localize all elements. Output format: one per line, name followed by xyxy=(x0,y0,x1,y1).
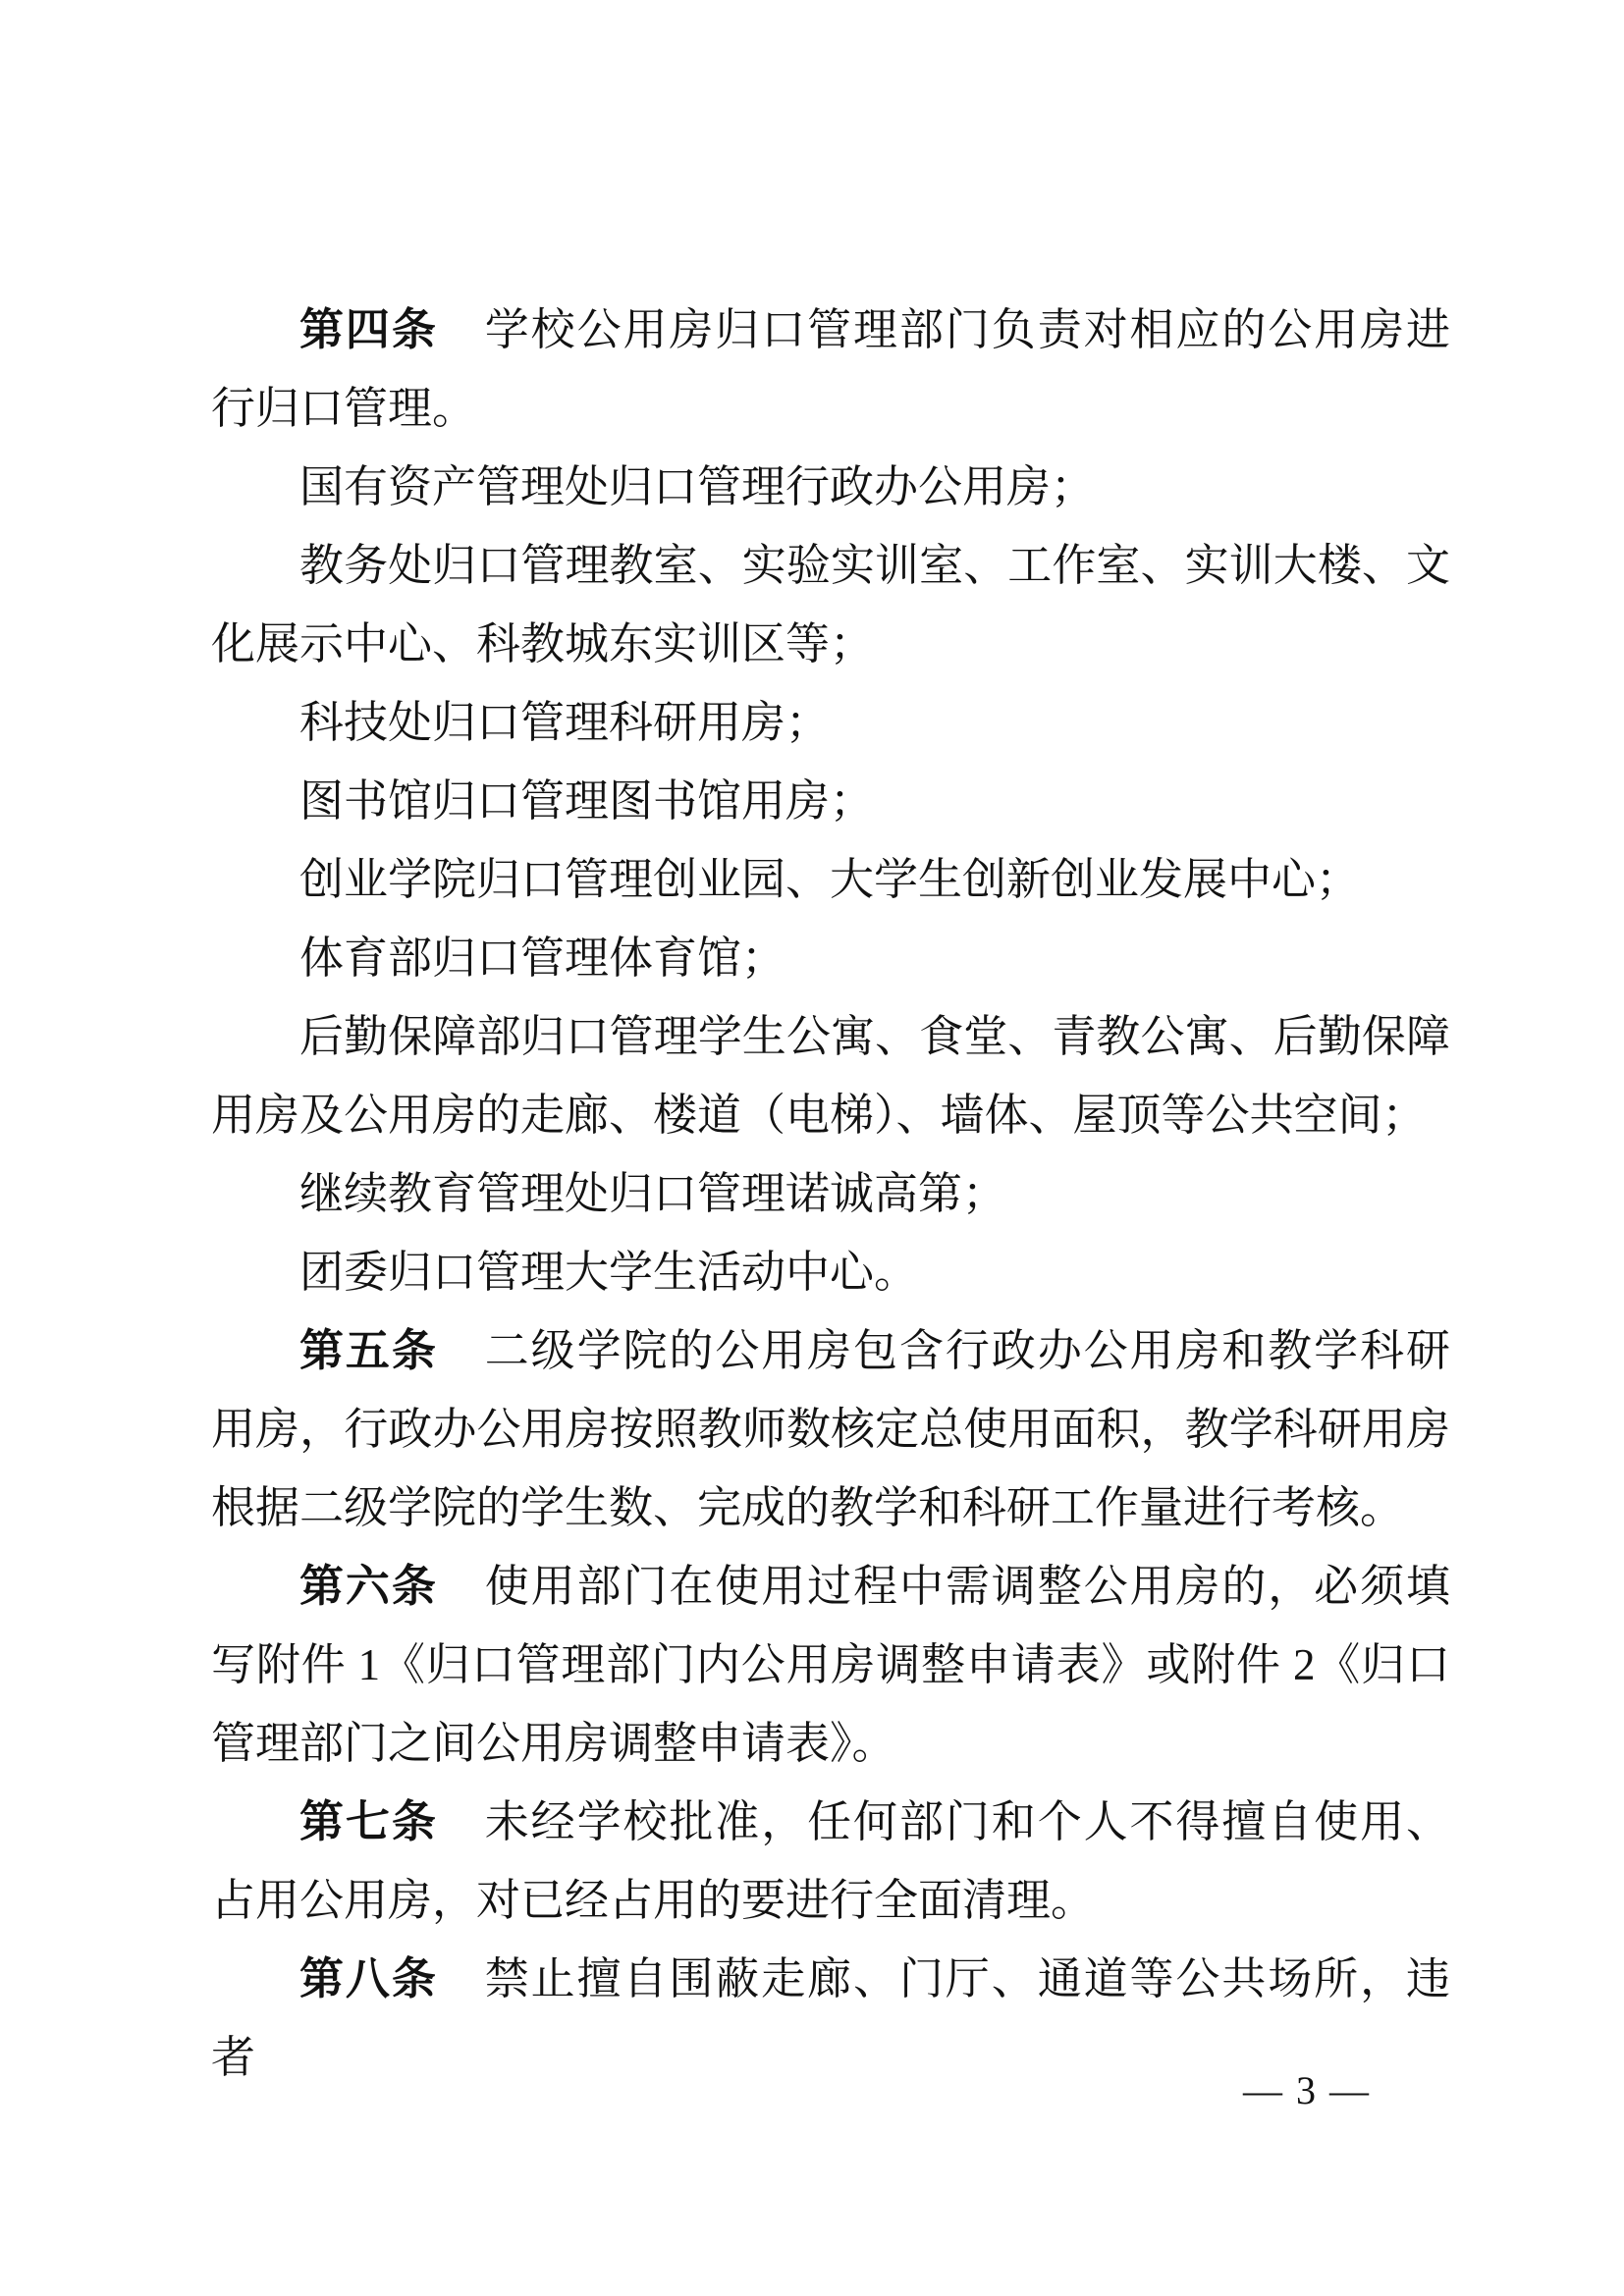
item-text: 科技处归口管理科研用房； xyxy=(299,698,831,747)
item-text: 体育部归口管理体育馆； xyxy=(299,934,786,983)
paragraph-item-youth-league xyxy=(211,1233,1450,1311)
article-4-text: 学校公用房归口管理部门负责对相应的公用房进行归口管理。 xyxy=(211,305,1450,433)
paragraph-article-6 xyxy=(211,1547,1450,1783)
paragraph-item-library xyxy=(211,762,1450,840)
page-number: — 3 — xyxy=(1243,2068,1371,2112)
paragraph-item-academic-affairs xyxy=(211,526,1450,683)
article-6-text: 使用部门在使用过程中需调整公用房的，必须填写附件 1《归口管理部门内公用房调整申请表》或附件 2《归口管理部门之间公用房调整申请表》。 xyxy=(211,1562,1450,1768)
paragraph-article-7 xyxy=(211,1783,1450,1940)
article-7-text: 未经学校批准，任何部门和个人不得擅自使用、占用公用房，对已经占用的要进行全面清理。 xyxy=(211,1797,1450,1925)
article-5-text: 二级学院的公用房包含行政办公用房和教学科研用房，行政办公用房按照教师数核定总使用面积，教学科研用房根据二级学院的学生数、完成的教学和科研工作量进行考核。 xyxy=(211,1326,1450,1532)
article-5-term: 第五条 xyxy=(299,1326,438,1375)
item-text: 图书馆归口管理图书馆用房； xyxy=(299,776,875,826)
article-8-term: 第八条 xyxy=(299,1954,438,2003)
item-text: 教务处归口管理教室、实验实训室、工作室、实训大楼、文化展示中心、科教城东实训区等； xyxy=(211,541,1450,668)
item-text: 国有资产管理处归口管理行政办公用房； xyxy=(299,462,1096,511)
paragraph-item-sports xyxy=(211,919,1450,997)
paragraph-item-state-assets xyxy=(211,448,1450,526)
paragraph-item-entrepreneurship xyxy=(211,840,1450,919)
item-text: 团委归口管理大学生活动中心。 xyxy=(299,1248,919,1297)
article-7-term: 第七条 xyxy=(299,1797,438,1846)
item-text: 继续教育管理处归口管理诺诚高第； xyxy=(299,1169,1007,1218)
item-text: 后勤保障部归口管理学生公寓、食堂、青教公寓、后勤保障用房及公用房的走廊、楼道（电梯）、墙体、屋顶等公共空间； xyxy=(211,1012,1450,1140)
article-4-term: 第四条 xyxy=(299,305,438,354)
paragraph-item-continuing-education xyxy=(211,1154,1450,1233)
paragraph-item-logistics xyxy=(211,997,1450,1154)
article-6-term: 第六条 xyxy=(299,1562,438,1611)
item-text: 创业学院归口管理创业园、大学生创新创业发展中心； xyxy=(299,855,1361,904)
paragraph-article-4 xyxy=(211,291,1450,448)
paragraph-article-5 xyxy=(211,1311,1450,1547)
paragraph-item-science-tech xyxy=(211,683,1450,762)
document-body xyxy=(211,291,1450,2097)
article-8-text: 禁止擅自围蔽走廊、门厅、通道等公共场所，违者 xyxy=(211,1954,1450,2082)
